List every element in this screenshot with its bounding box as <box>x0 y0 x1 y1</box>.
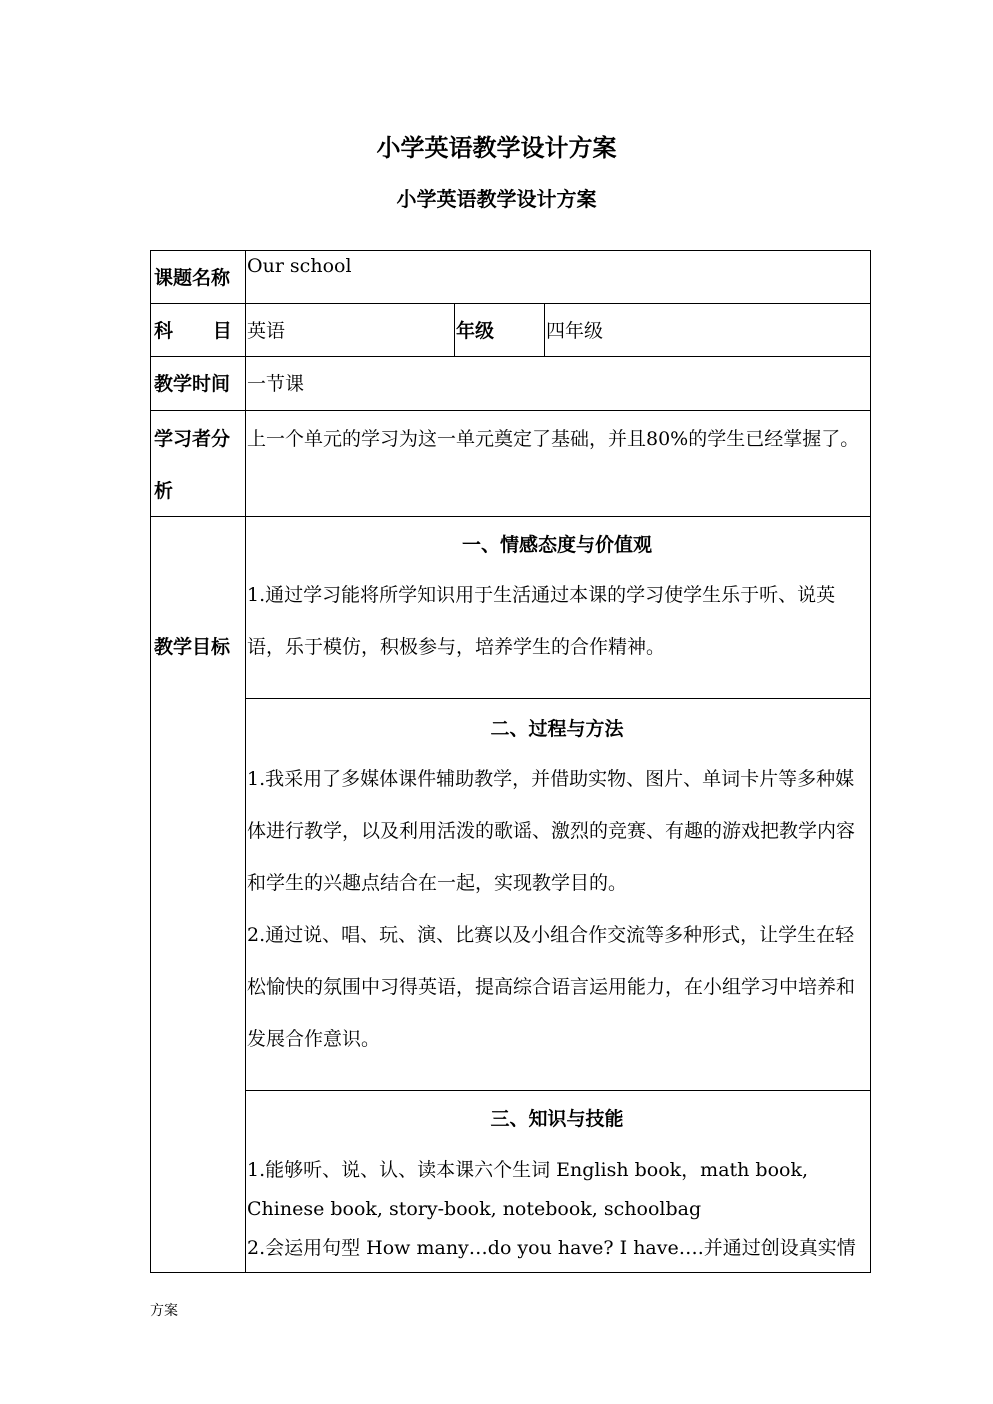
time-value: 一节课 <box>247 373 305 395</box>
subject-label: 科 目 <box>154 320 232 342</box>
column-divider <box>245 251 246 1272</box>
section-knowledge-item: 2.会运用句型 How many…do you have? I have….并通过创设真实情 <box>247 1237 856 1259</box>
grade-label: 年级 <box>456 320 495 342</box>
row-divider <box>151 303 870 304</box>
row-divider <box>151 410 870 411</box>
section-divider <box>245 698 870 699</box>
section-attitude-item: 1.通过学习能将所学知识用于生活通过本课的学习使学生乐于听、说英语，乐于模仿，积极参与，培养学生的合作精神。 <box>247 584 836 658</box>
time-label: 教学时间 <box>154 373 231 395</box>
goals-label: 教学目标 <box>154 636 231 658</box>
section-divider <box>245 1090 870 1091</box>
section-heading-process: 二、过程与方法 <box>490 718 624 740</box>
row-divider <box>151 516 870 517</box>
topic-value: Our school <box>247 255 352 277</box>
topic-label: 课题名称 <box>154 267 231 289</box>
column-divider <box>544 303 545 356</box>
section-knowledge-item: 1.能够听、说、认、读本课六个生词 English book，math book, Chinese book, story-book, notebook, schoolbag <box>247 1159 809 1220</box>
grade-value: 四年级 <box>546 320 604 342</box>
lesson-plan-table <box>150 250 871 1273</box>
learner-label: 学习者分析 <box>154 428 231 502</box>
learner-value: 上一个单元的学习为这一单元奠定了基础，并且80%的学生已经掌握了。 <box>247 428 860 450</box>
page-footer: 方案 <box>150 1303 178 1319</box>
section-heading-attitude: 一、情感态度与价值观 <box>461 534 652 556</box>
section-process-item: 2.通过说、唱、玩、演、比赛以及小组合作交流等多种形式，让学生在轻松愉快的氛围中习得英语，提高综合语言运用能力，在小组学习中培养和发展合作意识。 <box>247 924 856 1050</box>
column-divider <box>454 303 455 356</box>
section-heading-knowledge: 三、知识与技能 <box>490 1108 624 1130</box>
page-title: 小学英语教学设计方案 <box>376 133 617 162</box>
row-divider <box>151 356 870 357</box>
page-subtitle: 小学英语教学设计方案 <box>396 187 597 211</box>
subject-value: 英语 <box>247 320 286 342</box>
section-process-item: 1.我采用了多媒体课件辅助教学，并借助实物、图片、单词卡片等多种媒体进行教学，以及利用活泼的歌谣、激烈的竞赛、有趣的游戏把教学内容和学生的兴趣点结合在一起，实现教学目的。 <box>247 768 856 894</box>
